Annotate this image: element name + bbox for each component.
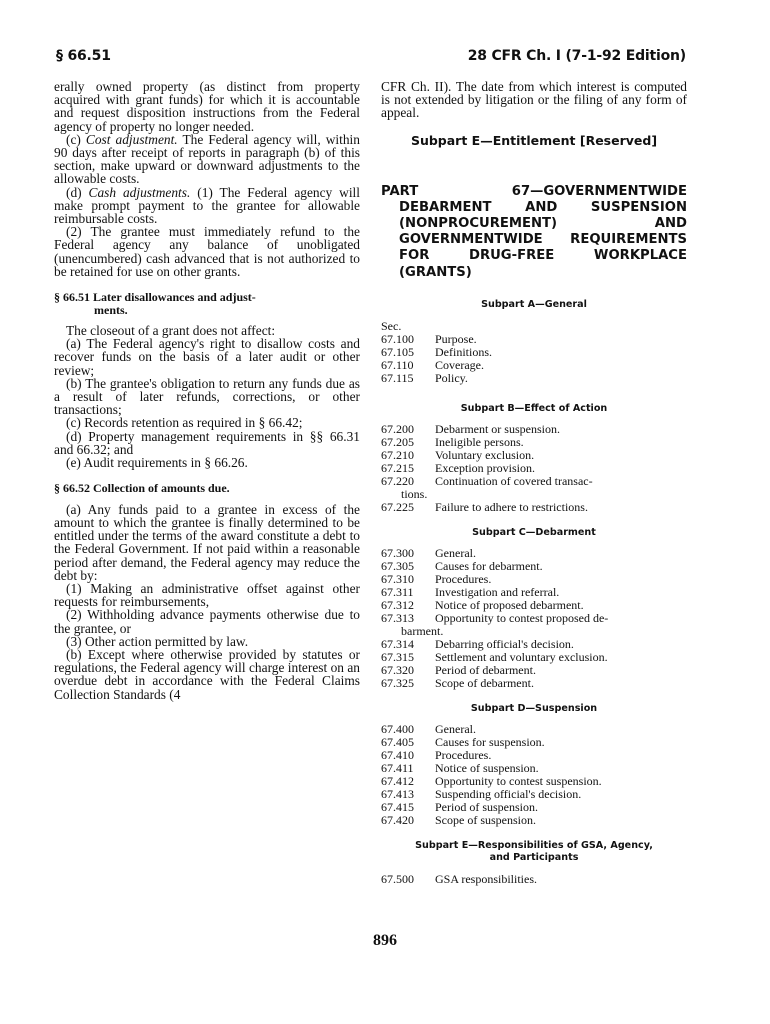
toc-entry (381, 801, 687, 814)
paragraph: (b) The grantee's obligation to return any funds due as a result of later refunds, corrections, or other transactions; (54, 375, 360, 418)
subpart-heading-b: Subpart B—Effect of Action (460, 402, 608, 414)
toc-entry (381, 573, 687, 586)
toc-entry (381, 749, 687, 762)
toc-section-title: Opportunity to contest proposed de- (435, 610, 609, 625)
toc-section-title: GSA responsibilities. (435, 871, 538, 886)
toc-entry (381, 664, 687, 677)
toc-entry (381, 560, 687, 573)
toc-section-title: Investigation and referral. (435, 584, 560, 599)
toc-entry (381, 372, 687, 385)
toc-section-title: Procedures. (435, 571, 492, 586)
toc-section-number: 67.200 (381, 421, 414, 436)
toc-section-title: Coverage. (435, 357, 484, 372)
toc-section-title: Causes for debarment. (435, 558, 543, 573)
paragraph-text: (1) The Federal agency will make prompt payment to the grantee for allowable reimbursable costs. (54, 184, 360, 227)
subpart-heading-a: Subpart A—General (481, 298, 587, 310)
toc-sec-label: Sec. (381, 318, 402, 333)
toc-section-number: 67.110 (381, 357, 414, 372)
toc-entry (381, 501, 687, 514)
toc-section-number: 67.413 (381, 786, 414, 801)
toc-section-number: 67.210 (381, 447, 414, 462)
toc-section-title: Settlement and voluntary exclusion. (435, 649, 608, 664)
page-number: 896 (373, 932, 397, 949)
running-header-section: § 66.51 (56, 48, 111, 64)
toc-section-title: Scope of debarment. (435, 675, 534, 690)
toc-section-number: 67.220 (381, 473, 414, 488)
subpart-heading-c: Subpart C—Debarment (472, 526, 596, 538)
paragraph: (b) Except where otherwise provided by statutes or regulations, the Federal agency will charge interest on an overdue debt in accordance with the Federal Claims Collection Standards (4 (54, 647, 360, 702)
toc-section-number: 67.313 (381, 610, 414, 625)
part-title: PART 67—GOVERNMENTWIDE DEBARMENT AND SUSPENSION (NONPROCUREMENT) AND GOVERNMENTWIDE REQUIREMENTS FOR DRUG-FREE WORKPLACE (GRANTS) (381, 183, 687, 280)
toc-section-title: Definitions. (435, 344, 492, 359)
paragraph: erally owned property (as distinct from property acquired with grant funds) for which it is accountable and request disposition instructions from the Federal agency of property no longer needed. (54, 79, 360, 134)
paragraph: (a) Any funds paid to a grantee in excess of the amount to which the grantee is finally determined to be entitled under the terms of the award constitute a debt to the Federal Government. If not paid within a reasonable period after demand, the Federal agency may reduce the debt by: (54, 501, 360, 583)
paragraph: (2) The grantee must immediately refund to the Federal agency any balance of unobligated (unencumbered) cash advanced that is not authorized to be retained for use on other grants. (54, 224, 360, 279)
subpart-heading-e (381, 840, 687, 864)
toc-section-title: Policy. (435, 370, 468, 385)
toc-section-title: Opportunity to contest suspension. (435, 773, 602, 788)
toc-section-title: Suspending official's decision. (435, 786, 582, 801)
toc-section-title: Period of suspension. (435, 799, 538, 814)
toc-entry (381, 547, 687, 560)
toc-entry (381, 333, 687, 346)
toc-section-title: Voluntary exclusion. (435, 447, 535, 462)
left-column (54, 80, 360, 701)
toc-entry (381, 599, 687, 612)
toc-section-title: Procedures. (435, 747, 492, 762)
toc-entry (381, 788, 687, 801)
paragraph: (d) Property management requirements in §§ 66.31 and 66.32; and (54, 428, 360, 457)
toc-section-title: Debarment or suspension. (435, 421, 560, 436)
paragraph: (3) Other action permitted by law. (66, 633, 249, 649)
toc-entry (381, 736, 687, 749)
toc-section-title: Ineligible persons. (435, 434, 524, 449)
paragraph: (2) Withholding advance payments otherwise due to the grantee, or (54, 607, 360, 636)
toc-section-number: 67.305 (381, 558, 414, 573)
toc-section-number: 67.415 (381, 799, 414, 814)
toc-list-c (381, 547, 687, 690)
toc-section-title: General. (435, 721, 476, 736)
toc-list-e (381, 873, 687, 886)
toc-section-title-continued: tions. (401, 486, 428, 501)
toc-section-title: Period of debarment. (435, 662, 536, 677)
toc-entry (381, 873, 687, 886)
subpart-heading-line: and Participants (489, 851, 579, 863)
toc-section-title: Failure to adhere to restrictions. (435, 499, 588, 514)
toc-section-number: 67.105 (381, 344, 414, 359)
section-heading-line: § 66.51 Later disallowances and adjust- (54, 290, 256, 305)
toc-entry (381, 423, 687, 436)
toc-section-number: 67.310 (381, 571, 414, 586)
toc-section-number: 67.412 (381, 773, 414, 788)
paragraph-label: (c) (66, 131, 86, 147)
toc-section-number: 67.315 (381, 649, 414, 664)
toc-entry (381, 436, 687, 449)
toc-entry (381, 475, 687, 488)
toc-entry (381, 462, 687, 475)
toc-section-number: 67.500 (381, 871, 414, 886)
toc-entry (381, 814, 687, 827)
subpart-heading-line: Subpart E—Responsibilities of GSA, Agency, (415, 839, 653, 851)
toc-section-number: 67.100 (381, 331, 414, 346)
toc-section-title: Purpose. (435, 331, 477, 346)
toc-section-title: Exception provision. (435, 460, 535, 475)
right-column (381, 80, 687, 886)
toc-entry (381, 359, 687, 372)
paragraph-cash-adjustments (54, 186, 360, 226)
section-heading-66-51 (54, 291, 360, 316)
paragraph: (c) Records retention as required in § 66.42; (66, 415, 303, 431)
toc-section-number: 67.405 (381, 734, 414, 749)
section-heading-line: ments. (94, 302, 128, 317)
paragraph: (e) Audit requirements in § 66.26. (66, 455, 248, 471)
toc-section-title: Continuation of covered transac- (435, 473, 593, 488)
toc-list-d (381, 723, 687, 827)
toc-section-number: 67.115 (381, 370, 414, 385)
paragraph: (a) The Federal agency's right to disallow costs and recover funds on the basis of a later audit or other review; (54, 336, 360, 378)
toc-section-number: 67.411 (381, 760, 414, 775)
toc-section-number: 67.420 (381, 812, 414, 827)
toc-entry (381, 346, 687, 359)
toc-entry (381, 677, 687, 690)
toc-section-title: Scope of suspension. (435, 812, 536, 827)
paragraph: The closeout of a grant does not affect: (66, 323, 276, 339)
toc-section-title-continued: barment. (401, 623, 444, 638)
toc-section-number: 67.215 (381, 460, 414, 475)
toc-entry (381, 762, 687, 775)
toc-entry (381, 651, 687, 664)
toc-section-title: Notice of proposed debarment. (435, 597, 584, 612)
running-header-edition: 28 CFR Ch. I (7-1-92 Edition) (467, 48, 686, 64)
paragraph-text: The Federal agency will, within 90 days after receipt of reports in paragraph (b) of this section, make upward or downward adjustments to the allowable costs. (54, 131, 360, 187)
toc-section-number: 67.205 (381, 434, 414, 449)
toc-section-title: General. (435, 545, 476, 560)
paragraph: (1) Making an administrative offset against other requests for reimbursements, (54, 581, 360, 610)
toc-section-number: 67.300 (381, 545, 414, 560)
toc-list-b (381, 423, 687, 514)
toc-section-number: 67.314 (381, 636, 414, 651)
paragraph-heading: Cash adjustments. (88, 184, 191, 200)
toc-section-number: 67.400 (381, 721, 414, 736)
toc-section-number: 67.320 (381, 662, 414, 677)
toc-section-number: 67.312 (381, 597, 414, 612)
toc-section-number: 67.225 (381, 499, 414, 514)
subpart-heading-entitlement: Subpart E—Entitlement [Reserved] (410, 132, 658, 148)
toc-section-number: 67.325 (381, 675, 414, 690)
toc-entry (381, 723, 687, 736)
paragraph-label: (d) (66, 184, 89, 200)
toc-section-title: Causes for suspension. (435, 734, 545, 749)
toc-section-title: Notice of suspension. (435, 760, 539, 775)
subpart-heading-d: Subpart D—Suspension (470, 702, 598, 714)
toc-entry (381, 586, 687, 599)
paragraph: CFR Ch. II). The date from which interest is computed is not extended by litigation or the filing of any form of appeal. (381, 79, 687, 121)
toc-entry (381, 449, 687, 462)
paragraph-cost-adjustment (54, 133, 360, 186)
paragraph-heading: Cost adjustment. (85, 131, 178, 147)
toc-section-title: Debarring official's decision. (435, 636, 574, 651)
toc-list-a (381, 333, 687, 385)
toc-entry (381, 638, 687, 651)
toc-entry (381, 612, 687, 625)
section-heading-66-52: § 66.52 Collection of amounts due. (54, 481, 230, 496)
toc-section-number: 67.410 (381, 747, 414, 762)
toc-section-number: 67.311 (381, 584, 414, 599)
toc-entry (381, 775, 687, 788)
